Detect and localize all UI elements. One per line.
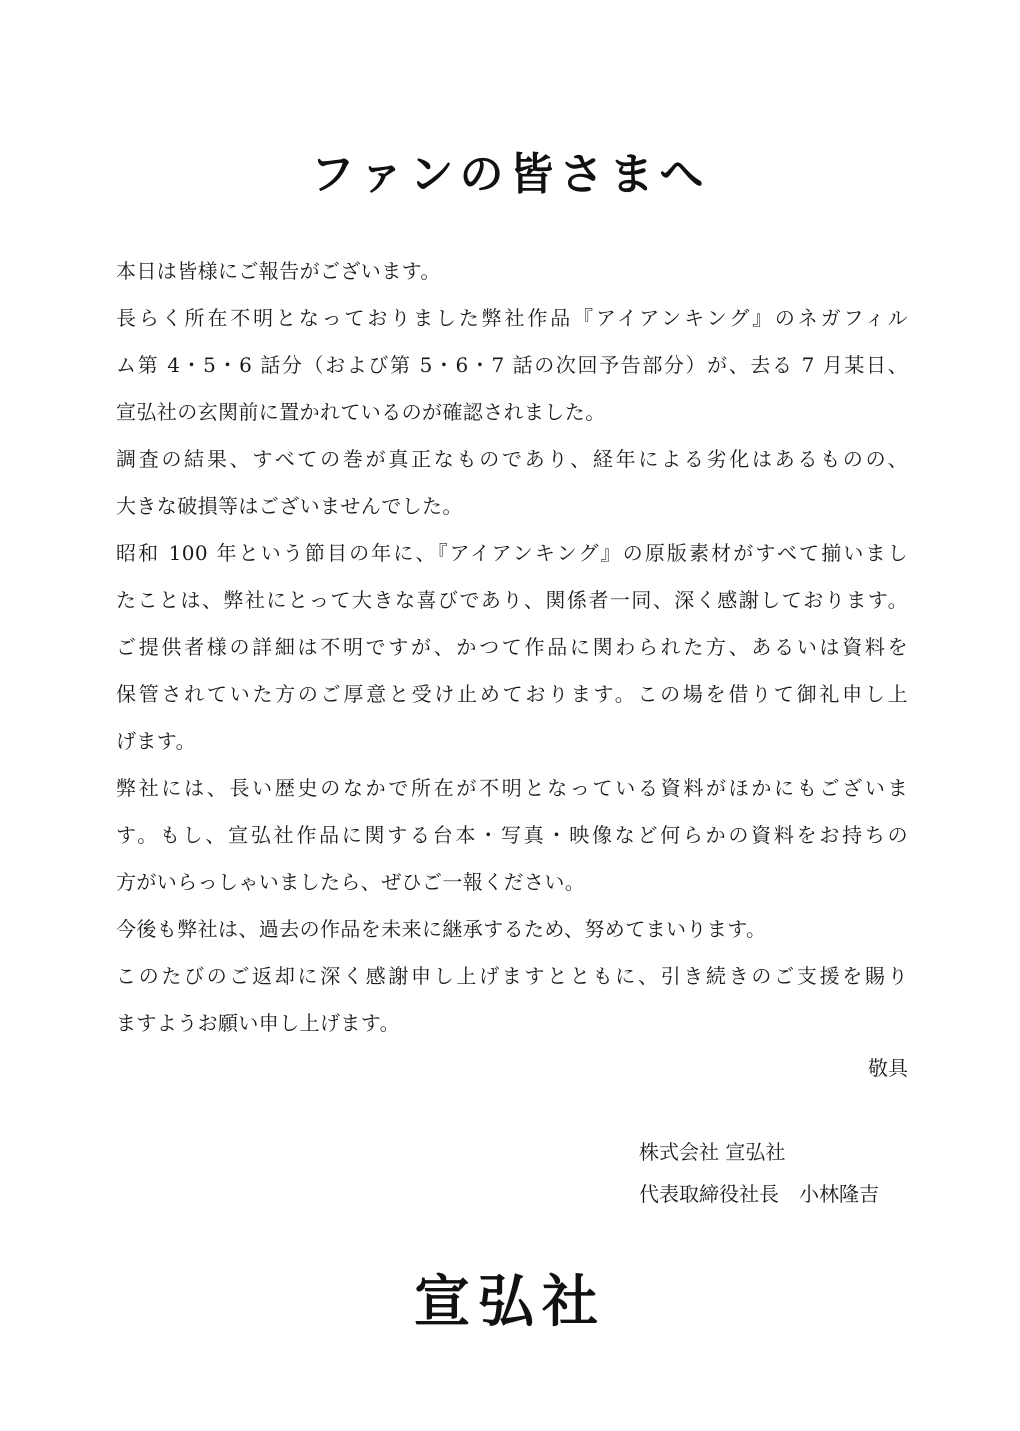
body-line: 大きな破損等はございませんでした。 — [116, 494, 463, 518]
representative-name: 代表取締役社長 小林隆吉 — [639, 1182, 879, 1206]
letter-body — [116, 252, 908, 1051]
letter-title: ファンの皆さまへ — [310, 149, 710, 200]
signature-block — [639, 1137, 879, 1221]
body-line: 本日は皆様にご報告がございます。 — [116, 259, 441, 283]
body-line: ム第 4・5・6 話分（および第 5・6・7 話の次回予告部分）が、去る 7 月某日、 — [116, 353, 908, 377]
body-line: げます。 — [116, 729, 196, 753]
body-line: 調査の結果、すべての巻が真正なものであり、経年による劣化はあるものの、 — [116, 447, 908, 471]
body-line: ご提供者様の詳細は不明ですが、かつて作品に関わられた方、あるいは資料を — [116, 635, 908, 659]
body-line: 長らく所在不明となっておりました弊社作品『アイアンキング』のネガフィル — [116, 306, 908, 330]
body-line: 方がいらっしゃいましたら、ぜひご一報ください。 — [116, 870, 586, 894]
closing-phrase: 敬具 — [868, 1056, 908, 1080]
company-logo: 宣弘社 — [414, 1270, 606, 1335]
body-line: 宣弘社の玄関前に置かれているのが確認されました。 — [116, 400, 606, 424]
body-line: 保管されていた方のご厚意と受け止めております。この場を借りて御礼申し上 — [116, 682, 908, 706]
body-line: このたびのご返却に深く感謝申し上げますとともに、引き続きのご支援を賜り — [116, 964, 908, 988]
body-line: ますようお願い申し上げます。 — [116, 1011, 400, 1035]
company-name: 株式会社 宣弘社 — [639, 1140, 786, 1164]
body-line: たことは、弊社にとって大きな喜びであり、関係者一同、深く感謝しております。 — [116, 588, 908, 612]
body-line: 昭和 100 年という節目の年に、『アイアンキング』の原版素材がすべて揃いまし — [116, 541, 908, 565]
body-line: 弊社には、長い歴史のなかで所在が不明となっている資料がほかにもございま — [116, 776, 908, 800]
body-line: 今後も弊社は、過去の作品を未来に継承するため、努めてまいります。 — [116, 917, 767, 941]
body-line: す。もし、宣弘社作品に関する台本・写真・映像など何らかの資料をお持ちの — [116, 823, 908, 847]
